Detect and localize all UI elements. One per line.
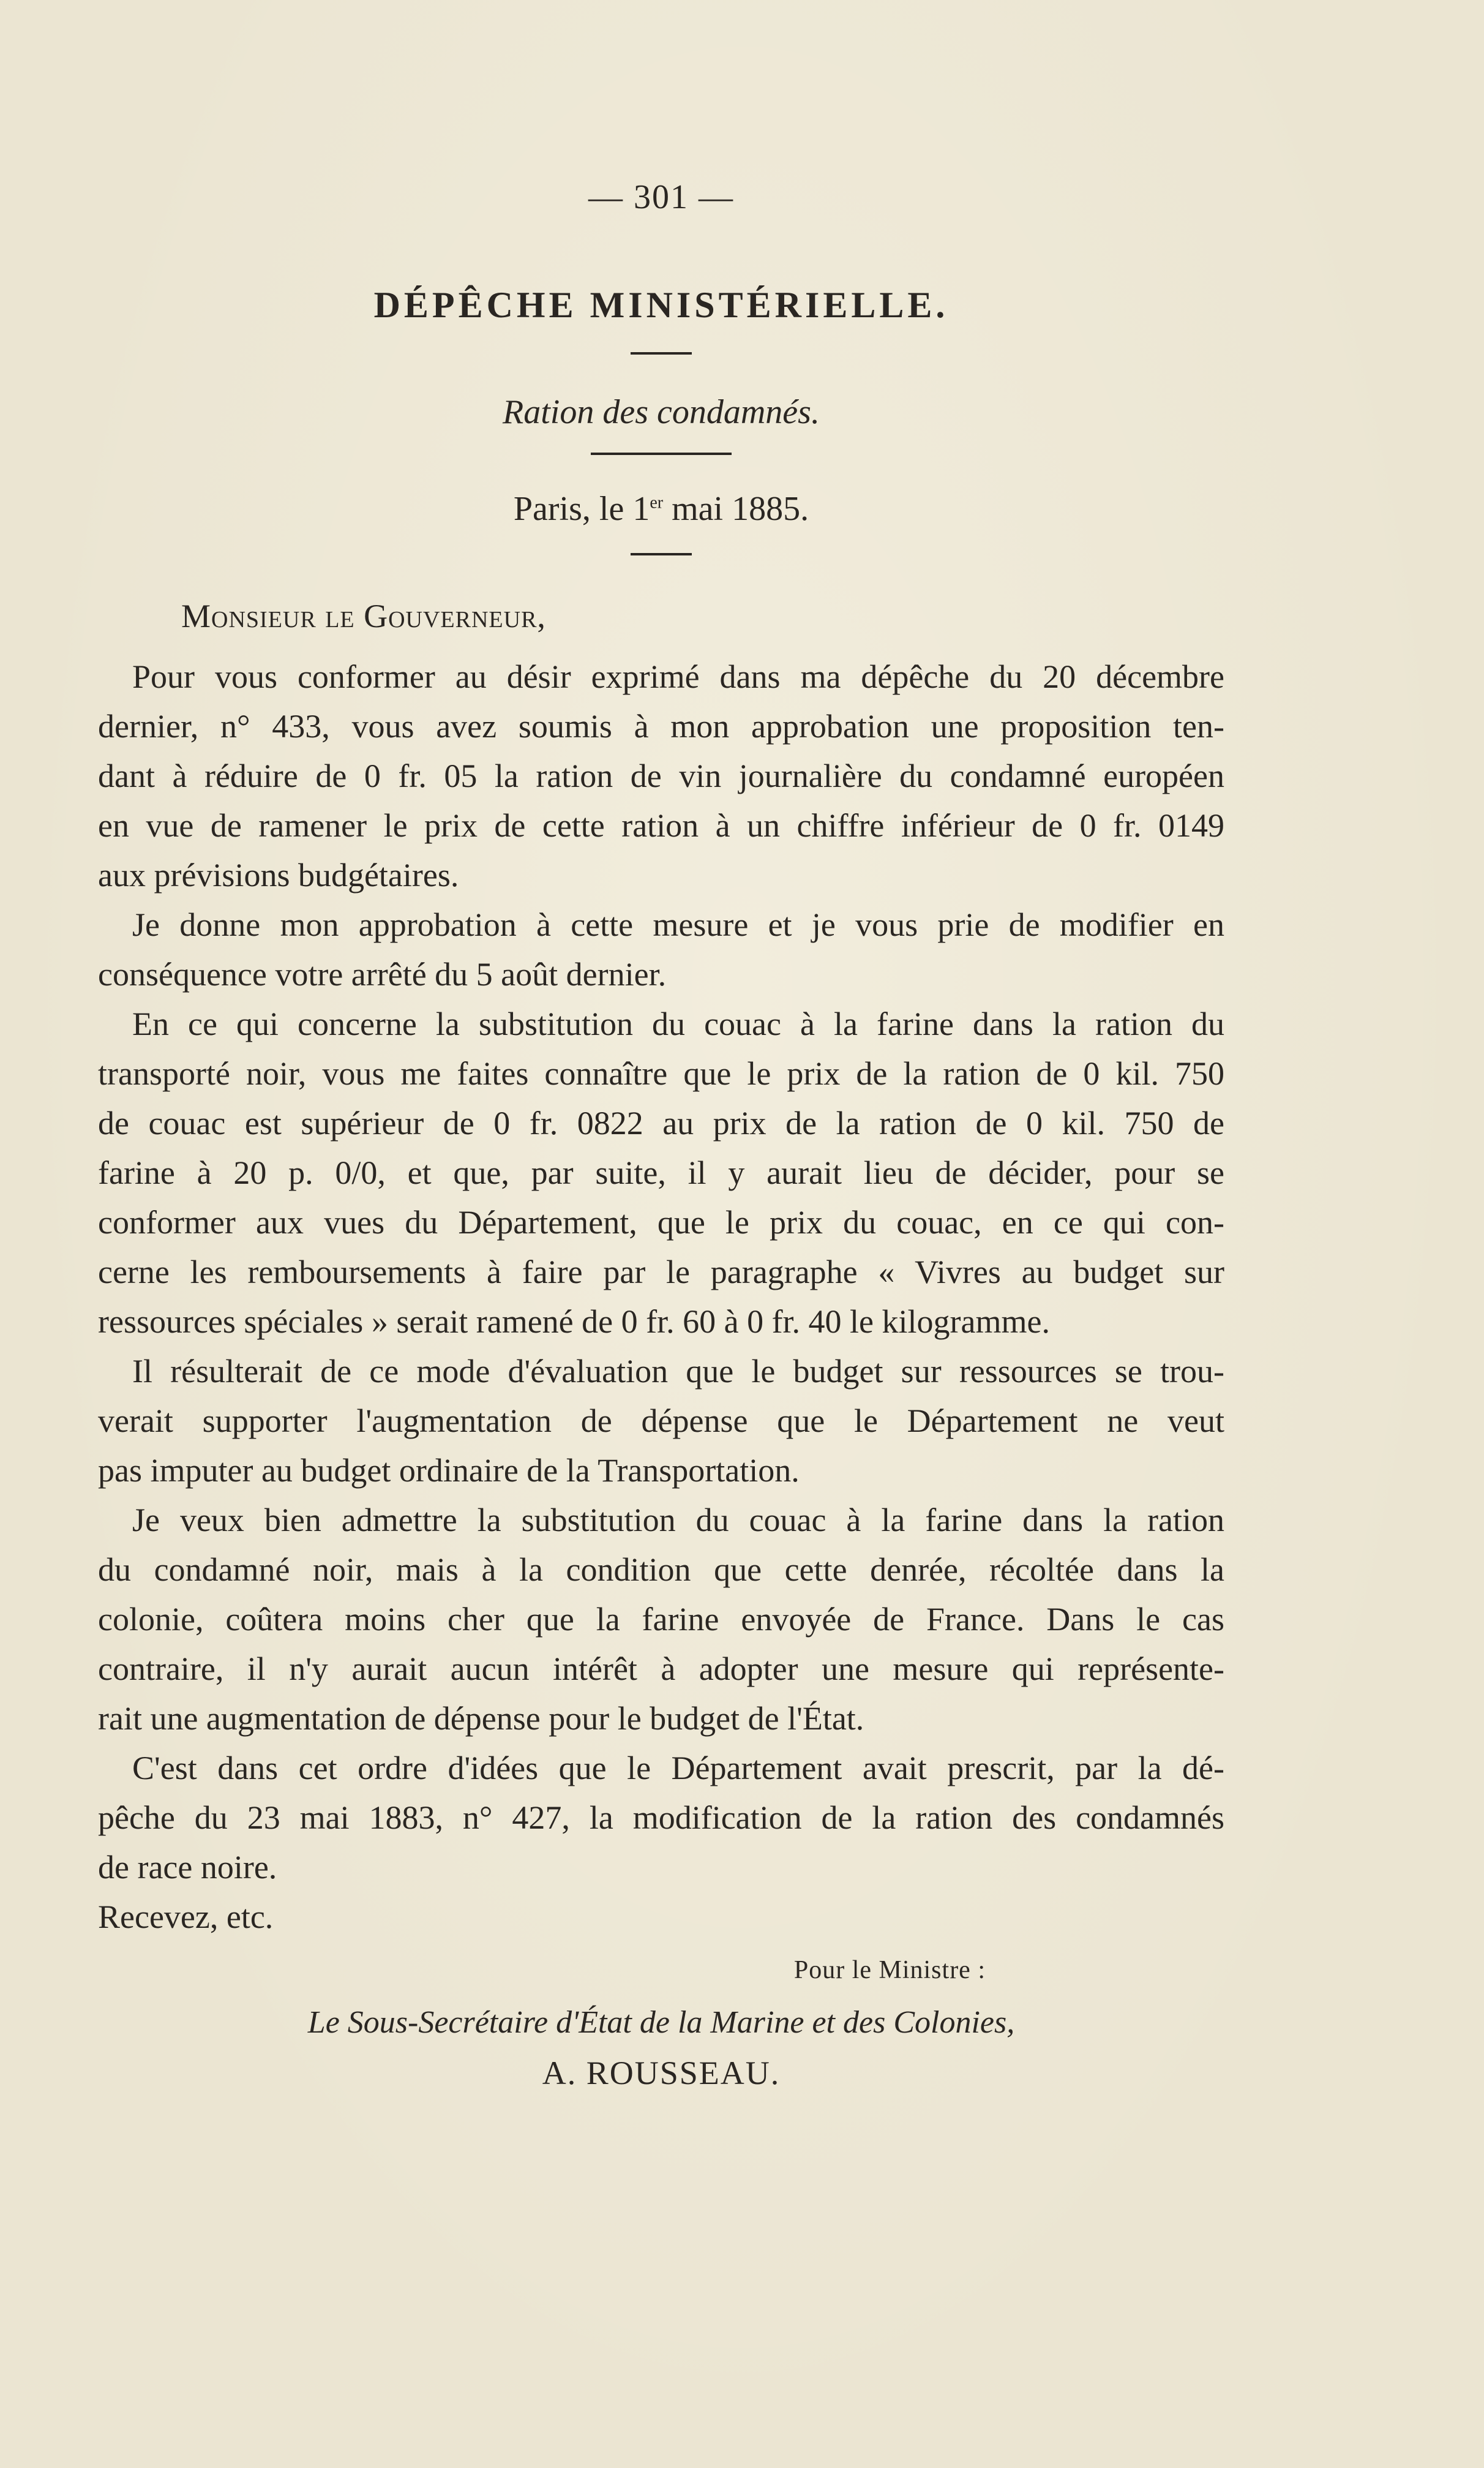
text-line: verait supporter l'augmentation de dépense que le Département ne veut <box>98 1402 1224 1439</box>
text-block <box>98 178 1224 2092</box>
dateline <box>98 489 1224 529</box>
text-line: Pour vous conformer au désir exprimé dans ma dépêche du 20 décembre <box>132 658 1224 695</box>
body-paragraph <box>98 1495 1224 1744</box>
text-line: colonie, coûtera moins cher que la farine envoyée de France. Dans le cas <box>98 1601 1224 1638</box>
text-line: aux prévisions budgétaires. <box>98 857 459 894</box>
text-line: Il résulterait de ce mode d'évaluation que le budget sur ressources se trou- <box>132 1353 1224 1390</box>
divider <box>631 352 692 355</box>
letter-body <box>98 652 1224 1892</box>
text-line: du condamné noir, mais à la condition que cette denrée, récoltée dans la <box>98 1551 1224 1588</box>
body-paragraph <box>98 999 1224 1347</box>
text-line: conformer aux vues du Département, que le prix du couac, en ce qui con- <box>98 1204 1224 1241</box>
divider <box>631 553 692 555</box>
text-line: pêche du 23 mai 1883, n° 427, la modification de la ration des condamnés <box>98 1799 1224 1836</box>
body-paragraph <box>98 1347 1224 1495</box>
dateline-place-day: Paris, le 1 <box>513 490 650 528</box>
text-line: dant à réduire de 0 fr. 05 la ration de vin journalière du condamné européen <box>98 758 1224 794</box>
text-line: C'est dans cet ordre d'idées que le Département avait prescrit, par la dé- <box>132 1750 1224 1786</box>
text-line: farine à 20 p. 0/0, et que, par suite, il y aurait lieu de décider, pour se <box>98 1154 1224 1191</box>
text-line: Je veux bien admettre la substitution du couac à la farine dans la ration <box>132 1502 1224 1538</box>
text-line: pas imputer au budget ordinaire de la Transportation. <box>98 1452 800 1489</box>
text-line: en vue de ramener le prix de cette ration à un chiffre inférieur de 0 fr. 0149 <box>98 807 1224 844</box>
text-line: contraire, il n'y aurait aucun intérêt à adopter une mesure qui représente- <box>98 1650 1224 1687</box>
salutation: Monsieur le Gouverneur, <box>181 598 546 634</box>
text-line: cerne les remboursements à faire par le paragraphe « Vivres au budget sur <box>98 1254 1224 1290</box>
text-line: En ce qui concerne la substitution du couac à la farine dans la ration du <box>132 1006 1224 1042</box>
text-line: de couac est supérieur de 0 fr. 0822 au prix de la ration de 0 kil. 750 de <box>98 1105 1224 1142</box>
text-line: rait une augmentation de dépense pour le budget de l'État. <box>98 1700 864 1737</box>
dateline-ordinal: er <box>650 493 664 513</box>
body-paragraph <box>98 900 1224 999</box>
text-line: dernier, n° 433, vous avez soumis à mon approbation une proposition ten- <box>98 708 1224 745</box>
text-line: Je donne mon approbation à cette mesure et je vous prie de modifier en <box>132 906 1224 943</box>
pour-le-ministre: Pour le Ministre : <box>793 1956 986 1984</box>
dateline-month-year: mai 1885. <box>663 490 809 528</box>
divider <box>591 453 732 455</box>
signatory-name: A. ROUSSEAU. <box>542 2055 781 2091</box>
text-line: transporté noir, vous me faites connaître que le prix de la ration de 0 kil. 750 <box>98 1055 1224 1092</box>
body-paragraph <box>98 1744 1224 1892</box>
page-title: DÉPÊCHE MINISTÉRIELLE. <box>373 285 949 325</box>
subject-line: Ration des condamnés. <box>503 393 820 431</box>
text-line: conséquence votre arrêté du 5 août dernier. <box>98 956 667 993</box>
page-number: — 301 — <box>588 178 734 216</box>
text-line: de race noire. <box>98 1849 277 1886</box>
body-paragraph <box>98 652 1224 900</box>
text-line: ressources spéciales » serait ramené de 0 fr. 60 à 0 fr. 40 le kilogramme. <box>98 1303 1050 1340</box>
closing-formula: Recevez, etc. <box>98 1898 274 1935</box>
signature-title: Le Sous-Secrétaire d'État de la Marine et des Colonies, <box>307 2005 1015 2040</box>
